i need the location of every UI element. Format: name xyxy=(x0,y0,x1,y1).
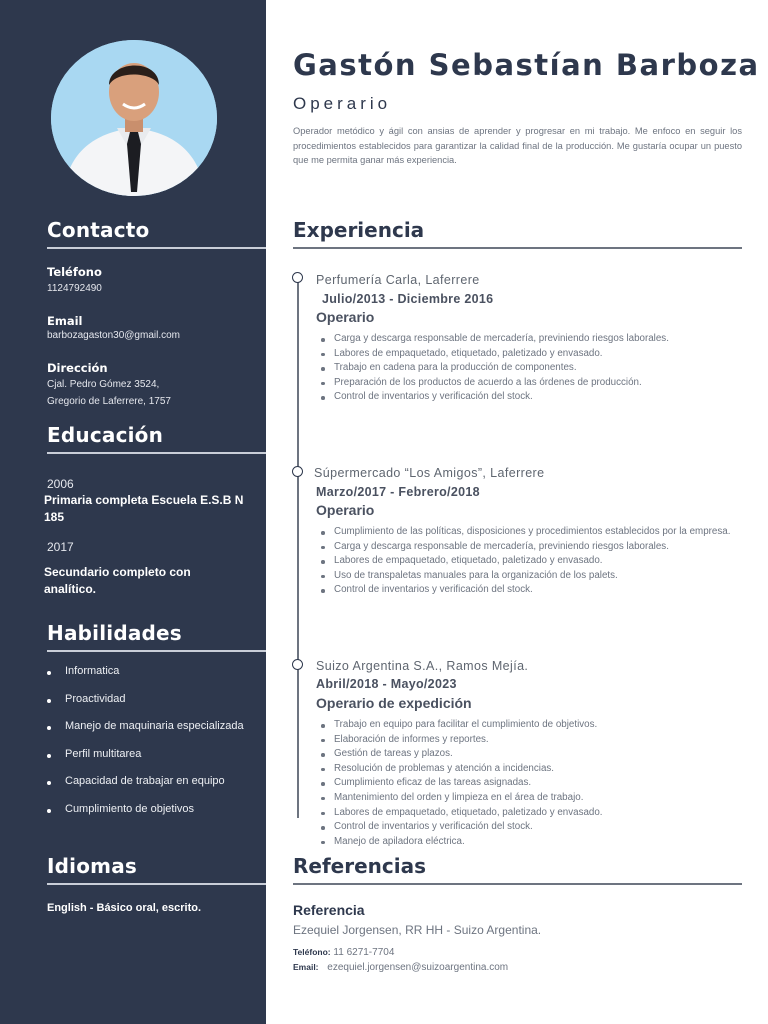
job-task: Mantenimiento del orden y limpieza en el área de trabajo. xyxy=(334,791,742,806)
reference-phone-row xyxy=(293,947,394,958)
contact-divider xyxy=(47,247,266,249)
timeline-line xyxy=(297,278,299,818)
job-dates: Julio/2013 - Diciembre 2016 xyxy=(322,292,494,306)
job-task: Control de inventarios y verificación del stock. xyxy=(334,583,742,598)
skill-item: Capacidad de trabajar en equipo xyxy=(47,775,244,803)
education-divider xyxy=(47,452,266,454)
job-task: Cumplimiento eficaz de las tareas asignadas. xyxy=(334,776,742,791)
address-label: Dirección xyxy=(47,361,108,375)
portrait-illustration xyxy=(51,40,217,196)
job-position: Operario xyxy=(316,309,375,325)
language-item: English - Básico oral, escrito. xyxy=(47,902,202,914)
profile-photo xyxy=(51,40,217,196)
job-task: Labores de empaquetado, etiquetado, paletizado y envasado. xyxy=(334,806,742,821)
references-heading: Referencias xyxy=(293,854,427,878)
profile-summary: Operador metódico y ágil con ansias de aprender y progresar en mi trabajo. Me enfoco en seguir los procedimientos establecidos para garantizar la calidad final de la producción. Me gustaría ocupar un puesto que me permita ganar más experiencia. xyxy=(293,126,742,165)
skill-item: Informatica xyxy=(47,665,244,693)
person-name: Gastón Sebastían Barboza xyxy=(293,48,760,82)
job-task-list xyxy=(334,525,742,598)
timeline-dot xyxy=(292,272,303,283)
job-task: Control de inventarios y verificación del stock. xyxy=(334,820,742,835)
phone-value: 1124792490 xyxy=(47,283,102,294)
timeline-dot xyxy=(292,659,303,670)
reference-email-label: Email: xyxy=(293,962,319,972)
job-dates: Marzo/2017 - Febrero/2018 xyxy=(316,485,480,499)
job-task: Preparación de los productos de acuerdo a las órdenes de producción. xyxy=(334,376,742,391)
job-task: Labores de empaquetado, etiquetado, paletizado y envasado. xyxy=(334,554,742,569)
education-year: 2006 xyxy=(47,477,74,491)
job-task: Trabajo en cadena para la producción de componentes. xyxy=(334,361,742,376)
reference-phone-label: Teléfono: xyxy=(293,947,331,957)
job-task: Uso de transpaletas manuales para la organización de los palets. xyxy=(334,569,742,584)
reference-email-row xyxy=(293,962,508,973)
reference-phone: 11 6271-7704 xyxy=(333,947,395,958)
address-line-1: Cjal. Pedro Gómez 3524, xyxy=(47,379,160,390)
job-position: Operario de expedición xyxy=(316,695,472,711)
experience-heading: Experiencia xyxy=(293,218,425,242)
references-divider xyxy=(293,883,742,885)
job-dates: Abril/2018 - Mayo/2023 xyxy=(316,677,457,691)
contact-heading: Contacto xyxy=(47,218,150,242)
job-task: Carga y descarga responsable de mercadería, previniendo riesgos laborales. xyxy=(334,540,742,555)
job-task: Labores de empaquetado, etiquetado, paletizado y envasado. xyxy=(334,347,742,362)
skill-item: Manejo de maquinaria especializada xyxy=(47,720,244,748)
languages-heading: Idiomas xyxy=(47,854,137,878)
phone-label: Teléfono xyxy=(47,265,102,279)
job-task: Elaboración de informes y reportes. xyxy=(334,733,742,748)
email-value: barbozagaston30@gmail.com xyxy=(47,330,181,341)
education-heading: Educación xyxy=(47,423,164,447)
email-label: Email xyxy=(47,314,83,328)
skills-divider xyxy=(47,650,266,652)
address-line-2: Gregorio de Laferrere, 1757 xyxy=(47,396,171,407)
languages-divider xyxy=(47,883,266,885)
job-task: Carga y descarga responsable de mercadería, previniendo riesgos laborales. xyxy=(334,332,742,347)
skill-item: Perfil multitarea xyxy=(47,748,244,776)
job-task: Gestión de tareas y plazos. xyxy=(334,747,742,762)
reference-email: ezequiel.jorgensen@suizoargentina.com xyxy=(327,962,509,973)
person-role: Operario xyxy=(293,94,392,113)
education-title: Secundario completo con analítico. xyxy=(44,565,191,596)
job-task: Trabajo en equipo para facilitar el cumplimiento de objetivos. xyxy=(334,718,742,733)
job-task: Control de inventarios y verificación del stock. xyxy=(334,390,742,405)
job-task-list xyxy=(334,718,742,849)
job-task: Resolución de problemas y atención a incidencias. xyxy=(334,762,742,777)
job-company: Suizo Argentina S.A., Ramos Mejía. xyxy=(316,659,529,673)
job-company: Súpermercado “Los Amigos”, Laferrere xyxy=(314,466,545,480)
job-task: Cumplimiento de las políticas, disposiciones y procedimientos establecidos por la empresa. xyxy=(334,525,742,540)
skills-heading: Habilidades xyxy=(47,621,182,645)
experience-divider xyxy=(293,247,742,249)
education-title: Primaria completa Escuela E.S.B N 185 xyxy=(44,493,244,524)
job-company: Perfumería Carla, Laferrere xyxy=(316,273,480,287)
skills-list xyxy=(47,665,244,830)
skill-item: Proactividad xyxy=(47,693,244,721)
job-task-list xyxy=(334,332,742,405)
sidebar xyxy=(0,0,266,1024)
education-year: 2017 xyxy=(47,540,74,554)
reference-name: Ezequiel Jorgensen, RR HH - Suizo Argentina. xyxy=(293,923,542,937)
job-position: Operario xyxy=(316,502,375,518)
timeline-dot xyxy=(292,466,303,477)
skill-item: Cumplimiento de objetivos xyxy=(47,803,244,831)
job-task: Manejo de apiladora eléctrica. xyxy=(334,835,742,850)
reference-title: Referencia xyxy=(293,902,365,918)
